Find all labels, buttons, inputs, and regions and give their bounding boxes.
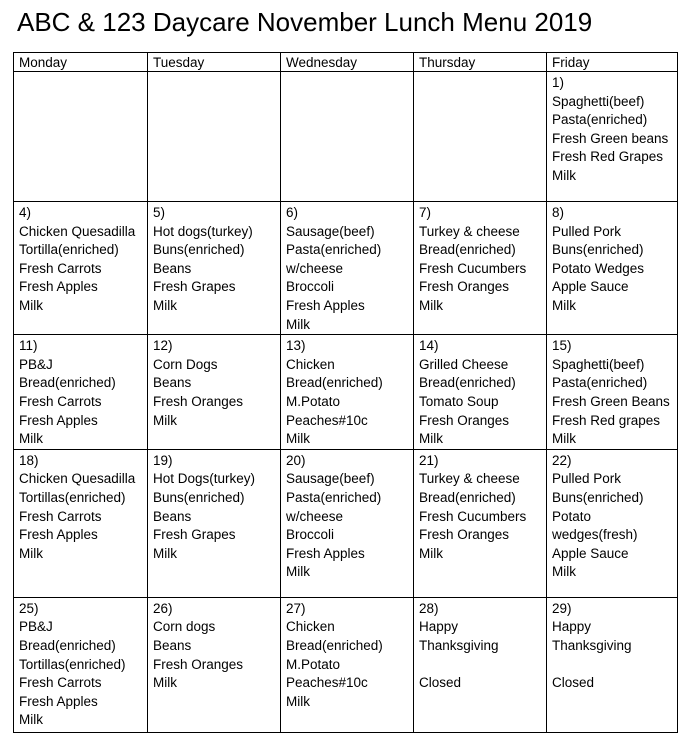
menu-item: Hot dogs(turkey) [153, 223, 253, 239]
page-title: ABC & 123 Daycare November Lunch Menu 2019 [17, 7, 593, 37]
menu-item: Milk [153, 675, 177, 691]
menu-item: Fresh Cucumbers [419, 508, 527, 524]
date-number: 8) [552, 205, 565, 220]
menu-item: Bread(enriched) [419, 375, 516, 391]
menu-item: Bread(enriched) [419, 242, 516, 258]
menu-item: Milk [552, 564, 576, 580]
menu-item: Milk [286, 693, 310, 709]
menu-item: Closed [419, 675, 462, 691]
menu-item: Fresh Carrots [19, 508, 102, 524]
day-cell [281, 202, 414, 335]
menu-item: Fresh Apples [19, 279, 98, 295]
menu-item: Beans [153, 375, 192, 391]
day-cell [148, 72, 281, 202]
menu-item: Tortillas(enriched) [19, 656, 126, 672]
menu-item: Fresh Red Grapes [552, 149, 664, 165]
menu-item: Fresh Oranges [419, 527, 510, 543]
date-number: 26) [153, 600, 173, 616]
day-cell [148, 449, 281, 597]
menu-item: Hot Dogs(turkey) [153, 471, 256, 487]
day-cell [148, 202, 281, 335]
week-row [14, 202, 678, 335]
date-number: 27) [286, 600, 306, 616]
menu-item: Spaghetti(beef) [552, 93, 645, 109]
menu-item: Pasta(enriched) [286, 242, 382, 258]
date-number: 20) [286, 452, 306, 468]
date-number: 22) [552, 452, 572, 468]
menu-item: w/cheese [286, 508, 344, 524]
day-header-friday: Friday [547, 53, 678, 72]
week-row [14, 335, 678, 450]
menu-item: w/cheese [286, 260, 344, 276]
menu-item: Pasta(enriched) [552, 375, 648, 391]
menu-item: Broccoli [286, 279, 335, 295]
day-cell [148, 335, 281, 450]
menu-item: Milk [286, 564, 310, 580]
menu-body [14, 72, 678, 733]
menu-item: Buns(enriched) [552, 489, 644, 505]
menu-item: Bread(enriched) [19, 375, 116, 391]
menu-item: Fresh Grapes [153, 527, 236, 543]
menu-item: Buns(enriched) [552, 242, 644, 258]
menu-item: Fresh Apples [19, 412, 98, 428]
date-number: 18) [19, 452, 39, 468]
menu-item: Beans [153, 260, 192, 276]
date-number: 12) [153, 338, 173, 354]
menu-item: Happy [552, 619, 592, 635]
date-number: 5) [153, 205, 166, 220]
menu-item: Chicken [286, 356, 335, 372]
day-cell [14, 449, 148, 597]
day-header-wednesday: Wednesday [281, 53, 414, 72]
menu-item: Peaches#10c [286, 675, 368, 691]
date-number: 7) [419, 205, 432, 220]
menu-item: Milk [153, 297, 177, 313]
day-cell [414, 449, 547, 597]
day-cell [547, 449, 678, 597]
menu-item: Fresh Grapes [153, 279, 236, 295]
menu-item: Peaches#10c [286, 412, 368, 428]
menu-item: Milk [19, 297, 43, 313]
menu-item: Fresh Oranges [419, 279, 510, 295]
day-header-tuesday: Tuesday [148, 53, 281, 72]
date-number: 29) [552, 600, 572, 616]
menu-item [419, 656, 541, 675]
date-number: 15) [552, 338, 572, 354]
date-number: 1) [552, 75, 565, 90]
week-row [14, 597, 678, 732]
day-cell [281, 72, 414, 202]
menu-item: Happy [419, 619, 459, 635]
day-cell [14, 72, 148, 202]
menu-item: wedges(fresh) [552, 527, 638, 543]
menu-item: Milk [419, 545, 443, 561]
menu-item: Milk [552, 297, 576, 313]
date-number: 6) [286, 205, 299, 220]
menu-item: Broccoli [286, 527, 335, 543]
menu-item: Bread(enriched) [286, 637, 383, 653]
day-cell [14, 202, 148, 335]
week-row [14, 449, 678, 597]
menu-item: Bread(enriched) [419, 489, 516, 505]
menu-item: Fresh Green beans [552, 130, 669, 146]
day-cell [281, 449, 414, 597]
date-number: 14) [419, 338, 439, 354]
menu-item: Beans [153, 508, 192, 524]
menu-item: Milk [19, 712, 43, 728]
menu-item: Fresh Carrots [19, 260, 102, 276]
menu-item: Chicken Quesadilla [19, 471, 136, 487]
menu-item: Fresh Apples [19, 693, 98, 709]
menu-item: Fresh Carrots [19, 393, 102, 409]
day-header-thursday: Thursday [414, 53, 547, 72]
day-cell [414, 597, 547, 732]
menu-item: Milk [419, 431, 443, 447]
menu-item: Milk [153, 545, 177, 561]
day-cell [14, 335, 148, 450]
menu-item: Tortilla(enriched) [19, 242, 119, 258]
menu-item: Fresh Oranges [153, 393, 244, 409]
menu-item: Bread(enriched) [19, 637, 116, 653]
menu-item: Milk [552, 167, 576, 183]
day-cell [281, 597, 414, 732]
menu-item: Milk [19, 545, 43, 561]
menu-item: Buns(enriched) [153, 242, 245, 258]
menu-item: Pulled Pork [552, 471, 622, 487]
date-number: 28) [419, 600, 439, 616]
date-number: 21) [419, 452, 439, 468]
menu-item: PB&J [19, 619, 53, 635]
menu-item: Milk [286, 431, 310, 447]
day-cell [281, 335, 414, 450]
menu-item: Pasta(enriched) [552, 112, 648, 128]
menu-item: Milk [19, 431, 43, 447]
menu-item: Thanksgiving [552, 637, 632, 653]
menu-item: Chicken Quesadilla [19, 223, 136, 239]
day-cell [414, 202, 547, 335]
menu-item: M.Potato [286, 656, 341, 672]
menu-item: Pulled Pork [552, 223, 622, 239]
menu-item: M.Potato [286, 393, 341, 409]
day-cell [414, 335, 547, 450]
menu-item: Corn dogs [153, 619, 216, 635]
menu-item: Milk [419, 297, 443, 313]
menu-item: Corn Dogs [153, 356, 218, 372]
menu-item: Sausage(beef) [286, 471, 375, 487]
menu-item: Beans [153, 637, 192, 653]
menu-item: Thanksgiving [419, 637, 499, 653]
menu-item: Fresh Green Beans [552, 393, 670, 409]
menu-item: Turkey & cheese [419, 471, 520, 487]
date-number: 11) [19, 338, 38, 354]
lunch-menu-table [13, 52, 678, 733]
menu-item: Tomato Soup [419, 393, 499, 409]
menu-item: Fresh Apples [286, 297, 365, 313]
day-header-monday: Monday [14, 53, 148, 72]
menu-item [552, 656, 672, 675]
menu-item: Fresh Apples [19, 527, 98, 543]
menu-item: Grilled Cheese [419, 356, 509, 372]
menu-item: Milk [286, 316, 310, 332]
date-number: 25) [19, 600, 39, 616]
day-cell [547, 72, 678, 202]
header-row [14, 53, 678, 72]
menu-item: Bread(enriched) [286, 375, 383, 391]
day-cell [14, 597, 148, 732]
menu-item: Turkey & cheese [419, 223, 520, 239]
menu-item: PB&J [19, 356, 53, 372]
menu-item: Fresh Carrots [19, 675, 102, 691]
day-cell [547, 335, 678, 450]
menu-item: Fresh Apples [286, 545, 365, 561]
date-number: 13) [286, 338, 306, 354]
day-cell [414, 72, 547, 202]
week-row [14, 72, 678, 202]
menu-item: Closed [552, 675, 595, 691]
day-cell [547, 597, 678, 732]
menu-item: Sausage(beef) [286, 223, 375, 239]
day-cell [547, 202, 678, 335]
menu-item: Fresh Oranges [419, 412, 510, 428]
menu-item: Pasta(enriched) [286, 489, 382, 505]
menu-item: Buns(enriched) [153, 489, 245, 505]
date-number: 19) [153, 452, 173, 468]
menu-item: Spaghetti(beef) [552, 356, 645, 372]
menu-item: Potato Wedges [552, 260, 645, 276]
menu-item: Tortillas(enriched) [19, 489, 126, 505]
menu-item: Potato [552, 508, 592, 524]
menu-item: Chicken [286, 619, 335, 635]
date-number: 4) [19, 205, 32, 220]
menu-item: Fresh Cucumbers [419, 260, 527, 276]
menu-item: Milk [153, 412, 177, 428]
menu-item: Milk [552, 431, 576, 447]
menu-item: Apple Sauce [552, 279, 629, 295]
menu-item: Fresh Oranges [153, 656, 244, 672]
day-cell [148, 597, 281, 732]
menu-item: Apple Sauce [552, 545, 629, 561]
menu-item: Fresh Red grapes [552, 412, 661, 428]
